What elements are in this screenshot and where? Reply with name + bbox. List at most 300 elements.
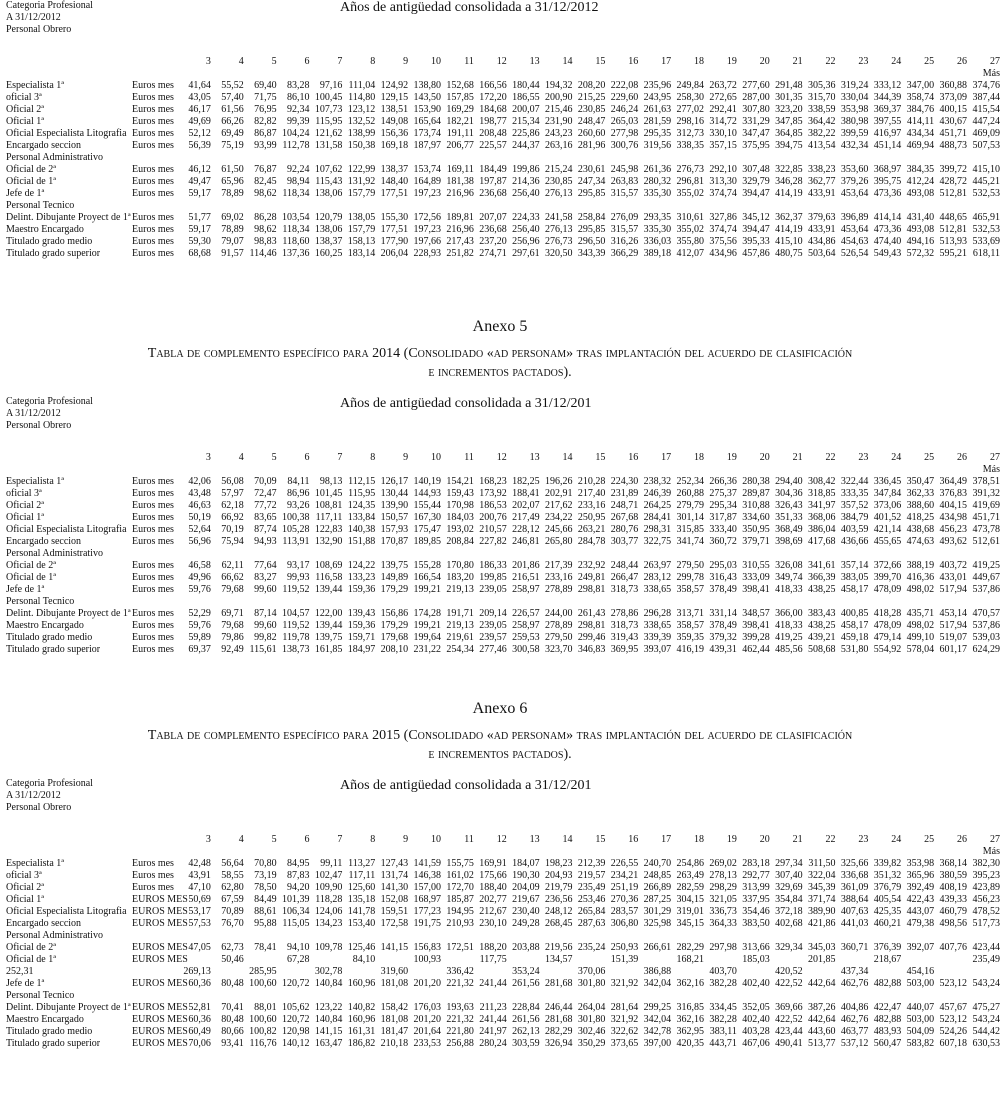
value-cell: 115,43 xyxy=(315,176,343,187)
value-cell: 302,46 xyxy=(577,1026,606,1037)
value-cell: 210,28 xyxy=(577,476,606,487)
value-cell: 168,23 xyxy=(479,476,507,487)
value-cell: 104,57 xyxy=(282,608,310,619)
value-cell: 152,68 xyxy=(446,80,474,91)
value-cell: 113,27 xyxy=(348,858,376,869)
value-cell: 512,81 xyxy=(939,224,967,235)
table-header xyxy=(0,778,1000,834)
value-cell: 433,01 xyxy=(939,572,967,583)
value-cell: 219,57 xyxy=(577,870,606,881)
value-cell: 243,23 xyxy=(545,128,573,139)
value-cell: 150,38 xyxy=(347,140,376,151)
table-row xyxy=(6,500,1000,512)
value-cell: 453,64 xyxy=(840,224,869,235)
value-cell: 295,85 xyxy=(577,224,606,235)
value-cell: 436,66 xyxy=(840,536,869,547)
value-cell: 441,03 xyxy=(840,918,869,929)
value-cell: 353,60 xyxy=(840,164,869,175)
value-cell: 236,56 xyxy=(545,894,573,905)
value-cell: 513,93 xyxy=(939,236,967,247)
year-header-cell: 27 xyxy=(990,452,1000,463)
value-cell: 135,18 xyxy=(347,894,376,905)
table-row xyxy=(6,524,1000,536)
value-cell: 478,52 xyxy=(972,906,1000,917)
value-cell: 210,57 xyxy=(479,524,507,535)
value-cell: 177,90 xyxy=(380,236,409,247)
value-cell: 84,11 xyxy=(287,476,310,487)
category-name: Especialista 1ª xyxy=(6,476,65,487)
value-cell: 389,18 xyxy=(643,248,672,259)
category-name: Encargado seccion xyxy=(6,918,82,929)
value-cell: 276,73 xyxy=(676,164,704,175)
year-header-cell: 22 xyxy=(825,56,836,67)
value-cell: 301,80 xyxy=(577,1014,606,1025)
category-name: Maestro Encargado xyxy=(6,1014,84,1025)
value-cell: 294,40 xyxy=(775,476,803,487)
empty-cell xyxy=(130,834,178,846)
value-cell: 160,25 xyxy=(314,248,343,259)
group-label: Personal Obrero xyxy=(6,802,72,813)
value-cell: 75,19 xyxy=(221,140,244,151)
value-cell: 138,06 xyxy=(314,188,343,199)
value-cell: 59,30 xyxy=(188,236,211,247)
category-name: oficial 3ª xyxy=(6,92,42,103)
table-row xyxy=(6,954,1000,966)
value-cell: 55,52 xyxy=(221,80,244,91)
category-name: Oficial Especialista Litografia xyxy=(6,128,127,139)
value-cell: 52,12 xyxy=(188,128,211,139)
date-label: A 31/12/2012 xyxy=(6,790,61,801)
value-cell: 172,70 xyxy=(446,882,474,893)
value-cell: 98,62 xyxy=(254,188,277,199)
value-cell: 212,39 xyxy=(577,858,606,869)
value-cell: 98,62 xyxy=(254,224,277,235)
value-cell: 82,82 xyxy=(254,116,277,127)
value-cell: 244,37 xyxy=(512,140,540,151)
value-cell: 443,71 xyxy=(709,1038,737,1049)
value-cell: 295,34 xyxy=(709,500,737,511)
value-cell: 260,60 xyxy=(577,128,606,139)
value-cell: 326,08 xyxy=(775,560,803,571)
value-cell: 138,51 xyxy=(380,104,409,115)
value-cell: 343,39 xyxy=(577,248,606,259)
value-cell: 415,10 xyxy=(775,236,803,247)
year-header-cell: 4 xyxy=(238,834,244,845)
unit-label: EUROS MES xyxy=(132,918,188,929)
value-cell: 60,36 xyxy=(188,1014,211,1025)
value-cell: 170,98 xyxy=(446,500,474,511)
unit-label: Euros mes xyxy=(132,188,174,199)
value-cell: 191,11 xyxy=(446,128,474,139)
value-cell: 239,05 xyxy=(479,584,507,595)
value-cell: 177,23 xyxy=(413,906,441,917)
value-cell: 185,87 xyxy=(446,894,474,905)
value-cell: 473,36 xyxy=(873,224,902,235)
value-cell: 440,07 xyxy=(906,1002,935,1013)
value-cell: 434,34 xyxy=(906,128,935,139)
value-cell: 434,86 xyxy=(808,236,836,247)
value-cell: 513,77 xyxy=(808,1038,836,1049)
value-cell: 177,51 xyxy=(380,224,409,235)
value-cell: 188,20 xyxy=(479,942,507,953)
value-cell: 151,39 xyxy=(610,954,639,965)
value-cell: 157,00 xyxy=(413,882,441,893)
value-cell: 454,63 xyxy=(840,236,869,247)
category-label: Categoria Profesional xyxy=(6,0,93,11)
value-cell: 241,97 xyxy=(479,1026,507,1037)
value-cell: 439,31 xyxy=(709,644,737,655)
category-name: Oficial 2ª xyxy=(6,500,45,511)
value-cell: 386,04 xyxy=(808,524,836,535)
value-cell: 99,82 xyxy=(254,632,277,643)
value-cell: 355,02 xyxy=(676,224,704,235)
value-cell: 137,36 xyxy=(282,248,310,259)
value-cell: 202,91 xyxy=(545,488,573,499)
value-cell: 42,06 xyxy=(188,476,211,487)
year-header-cell: 21 xyxy=(792,452,803,463)
value-cell: 234,21 xyxy=(610,870,639,881)
value-cell: 338,23 xyxy=(808,164,836,175)
value-cell: 397,00 xyxy=(643,1038,672,1049)
value-cell: 360,88 xyxy=(939,80,967,91)
unit-label: Euros mes xyxy=(132,92,174,103)
value-cell: 217,62 xyxy=(545,500,573,511)
value-cell: 336,68 xyxy=(840,870,869,881)
year-header-cell: 23 xyxy=(858,56,869,67)
value-cell: 423,89 xyxy=(972,882,1000,893)
value-cell: 182,21 xyxy=(446,116,474,127)
value-cell: 201,85 xyxy=(808,954,836,965)
value-cell: 252,31 xyxy=(6,966,34,977)
value-cell: 244,00 xyxy=(545,608,573,619)
value-cell: 53,17 xyxy=(188,906,211,917)
table-row xyxy=(6,882,1000,894)
category-name: Titulado grado superior xyxy=(6,248,101,259)
value-cell: 445,21 xyxy=(972,176,1000,187)
value-cell: 384,35 xyxy=(906,164,935,175)
value-cell: 252,34 xyxy=(676,476,704,487)
value-cell: 215,34 xyxy=(512,116,540,127)
value-cell: 455,65 xyxy=(873,536,902,547)
value-cell: 378,49 xyxy=(709,620,737,631)
value-cell: 165,64 xyxy=(413,116,441,127)
annex-heading: Anexo 6 xyxy=(472,700,528,717)
value-cell: 172,56 xyxy=(413,212,441,223)
value-cell: 109,90 xyxy=(314,882,343,893)
empty-cell xyxy=(6,56,130,68)
value-cell: 307,80 xyxy=(742,104,770,115)
value-cell: 225,86 xyxy=(512,128,540,139)
value-cell: 453,14 xyxy=(939,608,967,619)
value-cell: 80,48 xyxy=(221,1014,244,1025)
value-cell: 420,35 xyxy=(676,1038,704,1049)
value-cell: 160,96 xyxy=(347,978,376,989)
value-cell: 630,53 xyxy=(972,1038,1000,1049)
value-cell: 297,98 xyxy=(709,942,737,953)
value-cell: 267,68 xyxy=(610,512,639,523)
value-cell: 248,85 xyxy=(643,870,672,881)
category-name: Especialista 1ª xyxy=(6,858,65,869)
value-cell: 313,66 xyxy=(742,942,770,953)
value-cell: 256,88 xyxy=(446,1038,474,1049)
value-cell: 100,82 xyxy=(249,1026,277,1037)
value-cell: 186,82 xyxy=(347,1038,376,1049)
value-cell: 61,50 xyxy=(221,164,244,175)
value-cell: 338,65 xyxy=(643,584,672,595)
value-cell: 418,33 xyxy=(775,620,803,631)
value-cell: 304,15 xyxy=(676,894,704,905)
value-cell: 246,39 xyxy=(643,488,672,499)
value-cell: 59,89 xyxy=(188,632,211,643)
value-cell: 490,41 xyxy=(775,1038,803,1049)
value-cell: 199,21 xyxy=(413,620,441,631)
unit-label: Euros mes xyxy=(132,632,174,643)
value-cell: 583,82 xyxy=(906,1038,935,1049)
value-cell: 357,15 xyxy=(709,140,737,151)
value-cell: 119,52 xyxy=(282,620,310,631)
value-cell: 278,89 xyxy=(545,620,573,631)
value-cell: 201,86 xyxy=(512,560,540,571)
value-cell: 277,60 xyxy=(742,80,770,91)
value-cell: 149,89 xyxy=(380,572,409,583)
value-cell: 362,16 xyxy=(676,978,704,989)
value-cell: 370,06 xyxy=(577,966,606,977)
value-cell: 197,87 xyxy=(479,176,507,187)
value-cell: 184,03 xyxy=(446,512,474,523)
value-cell: 97,16 xyxy=(319,80,343,91)
value-cell: 130,44 xyxy=(380,488,409,499)
value-cell: 230,61 xyxy=(577,164,606,175)
value-cell: 230,10 xyxy=(479,918,507,929)
years-header-row xyxy=(6,834,1000,846)
value-cell: 339,39 xyxy=(643,632,672,643)
value-cell: 259,53 xyxy=(512,632,540,643)
value-cell: 421,86 xyxy=(808,918,836,929)
value-cell: 371,74 xyxy=(808,894,836,905)
value-cell: 204,93 xyxy=(545,870,573,881)
value-cell: 70,89 xyxy=(221,906,244,917)
value-cell: 140,84 xyxy=(314,978,343,989)
category-name: Oficial de 2ª xyxy=(6,942,56,953)
value-cell: 418,33 xyxy=(775,584,803,595)
value-cell: 438,68 xyxy=(906,524,935,535)
table-row xyxy=(6,918,1000,930)
value-cell: 62,73 xyxy=(221,942,244,953)
year-header-cell: 5 xyxy=(271,452,277,463)
value-cell: 120,72 xyxy=(282,978,310,989)
value-cell: 68,68 xyxy=(188,248,211,259)
value-cell: 62,18 xyxy=(221,500,244,511)
value-cell: 78,41 xyxy=(254,942,277,953)
year-header-cell: 4 xyxy=(238,56,244,67)
annex-subtitle-line2: e incrementos pactados). xyxy=(428,365,572,380)
value-cell: 438,25 xyxy=(808,620,836,631)
value-cell: 78,50 xyxy=(254,882,277,893)
value-cell: 493,08 xyxy=(906,224,935,235)
value-cell: 93,41 xyxy=(221,1038,244,1049)
value-cell: 79,86 xyxy=(221,632,244,643)
value-cell: 211,23 xyxy=(479,1002,507,1013)
value-cell: 139,43 xyxy=(347,608,376,619)
value-cell: 92,24 xyxy=(287,164,310,175)
value-cell: 554,92 xyxy=(873,644,902,655)
value-cell: 122,83 xyxy=(314,524,343,535)
value-cell: 100,45 xyxy=(314,92,343,103)
value-cell: 254,86 xyxy=(676,858,704,869)
value-cell: 400,85 xyxy=(840,608,869,619)
value-cell: 394,75 xyxy=(775,140,803,151)
value-cell: 347,00 xyxy=(906,80,935,91)
category-name: Encargado seccion xyxy=(6,536,82,547)
value-cell: 256,40 xyxy=(512,224,540,235)
value-cell: 114,80 xyxy=(348,92,376,103)
value-cell: 120,72 xyxy=(282,1014,310,1025)
year-header-cell: 11 xyxy=(464,452,474,463)
value-cell: 517,73 xyxy=(972,918,1000,929)
value-cell: 161,31 xyxy=(347,1026,376,1037)
value-cell: 323,20 xyxy=(775,104,803,115)
value-cell: 208,84 xyxy=(446,536,474,547)
value-cell: 382,22 xyxy=(808,128,836,139)
value-cell: 161,85 xyxy=(314,644,343,655)
value-cell: 122,00 xyxy=(314,608,343,619)
value-cell: 181,08 xyxy=(380,978,409,989)
value-cell: 283,57 xyxy=(610,906,639,917)
value-cell: 197,23 xyxy=(413,224,441,235)
value-cell: 292,10 xyxy=(709,164,737,175)
value-cell: 380,59 xyxy=(939,870,967,881)
year-header-cell: 7 xyxy=(337,452,343,463)
value-cell: 320,50 xyxy=(545,248,573,259)
value-cell: 152,08 xyxy=(380,894,409,905)
value-cell: 307,40 xyxy=(775,870,803,881)
table-row xyxy=(6,942,1000,954)
year-header-cell: 7 xyxy=(337,834,343,845)
value-cell: 313,71 xyxy=(676,608,704,619)
value-cell: 322,85 xyxy=(775,164,803,175)
value-cell: 84,10 xyxy=(352,954,376,965)
value-cell: 210,93 xyxy=(446,918,474,929)
value-cell: 168,97 xyxy=(413,894,441,905)
value-cell: 179,68 xyxy=(380,632,409,643)
value-cell: 119,78 xyxy=(282,632,310,643)
value-cell: 69,37 xyxy=(188,644,211,655)
value-cell: 186,55 xyxy=(512,92,540,103)
value-cell: 248,44 xyxy=(610,560,639,571)
value-cell: 175,66 xyxy=(479,870,507,881)
value-cell: 358,74 xyxy=(906,92,935,103)
annex-subtitle-line1: Tabla de complemento específico para 2015 (Consolidado «ad personam» tras implantación del acuerdo de clasificación xyxy=(147,728,853,743)
value-cell: 154,21 xyxy=(446,476,474,487)
value-cell: 157,79 xyxy=(347,224,376,235)
value-cell: 181,38 xyxy=(446,176,474,187)
value-cell: 101,39 xyxy=(282,894,310,905)
value-cell: 191,71 xyxy=(446,608,474,619)
value-cell: 301,35 xyxy=(775,92,803,103)
value-cell: 56,96 xyxy=(188,536,211,547)
value-cell: 150,57 xyxy=(380,512,409,523)
category-name: Oficial 2ª xyxy=(6,104,45,115)
value-cell: 112,78 xyxy=(282,140,310,151)
value-cell: 247,34 xyxy=(577,176,606,187)
years-more-row xyxy=(6,464,1000,476)
value-cell: 138,73 xyxy=(282,644,310,655)
value-cell: 179,29 xyxy=(380,620,409,631)
value-cell: 400,15 xyxy=(939,104,967,115)
value-cell: 191,75 xyxy=(413,918,441,929)
group-row xyxy=(6,548,1000,560)
value-cell: 217,39 xyxy=(545,560,573,571)
value-cell: 216,96 xyxy=(446,188,474,199)
value-cell: 280,76 xyxy=(610,524,639,535)
value-cell: 77,72 xyxy=(254,500,277,511)
value-cell: 374,76 xyxy=(972,80,1000,91)
value-cell: 100,60 xyxy=(249,978,277,989)
category-name: oficial 3ª xyxy=(6,870,42,881)
year-header-cell: 24 xyxy=(891,834,902,845)
value-cell: 419,25 xyxy=(775,632,803,643)
table-row xyxy=(6,870,1000,882)
empty-cell xyxy=(130,56,178,68)
value-cell: 560,47 xyxy=(873,1038,902,1049)
value-cell: 398,41 xyxy=(742,620,770,631)
value-cell: 414,14 xyxy=(873,212,902,223)
value-cell: 362,33 xyxy=(906,488,935,499)
value-cell: 265,80 xyxy=(545,536,573,547)
value-cell: 240,70 xyxy=(643,858,672,869)
value-cell: 50,19 xyxy=(188,512,211,523)
value-cell: 403,28 xyxy=(742,1026,770,1037)
value-cell: 124,06 xyxy=(314,906,343,917)
table-header xyxy=(0,0,1000,56)
value-cell: 473,36 xyxy=(873,188,902,199)
value-cell: 139,90 xyxy=(380,500,409,511)
value-cell: 417,68 xyxy=(808,536,836,547)
value-cell: 132,90 xyxy=(314,536,343,547)
value-cell: 325,66 xyxy=(840,858,869,869)
value-cell: 319,60 xyxy=(380,966,409,977)
value-cell: 342,04 xyxy=(643,1014,672,1025)
value-cell: 254,34 xyxy=(446,644,474,655)
unit-label: Euros mes xyxy=(132,176,174,187)
year-header-cell: 19 xyxy=(726,834,737,845)
years-more-row xyxy=(6,846,1000,858)
value-cell: 383,43 xyxy=(808,608,836,619)
value-cell: 498,56 xyxy=(939,918,967,929)
table-row xyxy=(6,488,1000,500)
value-cell: 300,58 xyxy=(512,644,540,655)
value-cell: 414,11 xyxy=(906,116,935,127)
value-cell: 448,65 xyxy=(939,212,967,223)
value-cell: 269,02 xyxy=(709,858,737,869)
value-cell: 141,15 xyxy=(380,942,409,953)
value-cell: 73,19 xyxy=(254,870,277,881)
value-cell: 210,18 xyxy=(380,1038,409,1049)
value-cell: 241,58 xyxy=(545,212,573,223)
value-cell: 494,16 xyxy=(906,236,935,247)
category-name: oficial 3ª xyxy=(6,488,42,499)
value-cell: 270,36 xyxy=(610,894,639,905)
year-header-cell: 18 xyxy=(694,452,704,463)
value-cell: 217,40 xyxy=(577,488,606,499)
value-cell: 358,57 xyxy=(676,584,704,595)
value-cell: 261,63 xyxy=(643,104,672,115)
value-cell: 532,53 xyxy=(972,224,1000,235)
year-header-cell: 13 xyxy=(529,834,540,845)
value-cell: 139,75 xyxy=(380,560,409,571)
value-cell: 124,22 xyxy=(347,560,376,571)
value-cell: 238,32 xyxy=(643,476,672,487)
